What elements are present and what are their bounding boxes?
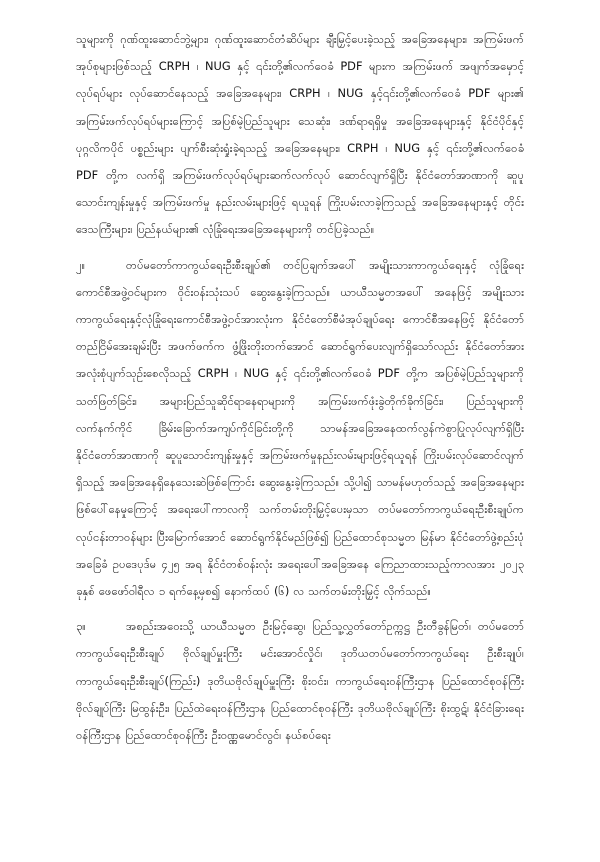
paragraph-text: သူများကို ဂုဏ်ထူးဆောင်ဘွဲ့များ၊ ဂုဏ်ထူးဆောင်တံဆိပ်များ ချီးမြှင့်ပေးခဲ့သည့် အခြေအနေများ၊ အကြမ်းဖက်အုပ်စုများဖြစ်သည့် CRPH ၊ NUG နှင့် ၎င်းတို့၏လက်ဝေခံ PDF များက အကြမ်းဖက် အဖျက်အမှောင့် လုပ်ရပ်များ လုပ်ဆောင်နေသည့် အခြေအနေများ၊ CRPH ၊ NUG နှင့်၎င်းတို့၏လက်ဝေခံ PDF များ၏ အကြမ်းဖက်လုပ်ရပ်များကြောင့် အပြစ်မဲ့ပြည်သူများ သေဆုံး၊ ဒဏ်ရာရရှိမှု အခြေအနေများနှင့် နိုင်ငံပိုင်နှင့် ပုဂ္ဂလိကပိုင် ပစ္စည်းများ ပျက်စီးဆုံးရှုံးခဲ့ရသည့် အခြေအနေများ၊ CRPH ၊ NUG နှင့် ၎င်းတို့၏လက်ဝေခံ PDF တို့က လက်ရှိ အကြမ်းဖက်လုပ်ရပ်များဆက်လက်လုပ် ဆောင်လျက်ရှိပြီး နိုင်ငံတော်အာဏာကို ဆူပူသောင်းကျန်းမှုနှင့် အကြမ်းဖက်မှု နည်းလမ်းများဖြင့် ရယူရန် ကြိုးပမ်းလာခဲ့ကြသည့် အခြေအနေများနှင့် တိုင်းဒေသကြီးများ၊ ပြည်နယ်များ၏ လုံခြုံရေးအခြေအနေများကို တင်ပြခဲ့သည်။ [76, 32, 524, 237]
paragraph-text: တပ်မတော်ကာကွယ်ရေးဦးစီးချုပ်၏ တင်ပြချက်အပေါ် အမျိုးသားကာကွယ်ရေးနှင့် လုံခြုံရေးကောင်စီအဖွဲ့ဝင်များက ဝိုင်းဝန်းသုံးသပ် ဆွေးနွေးခဲ့ကြသည်။ ယာယီသမ္မတအပေါ် အနေဖြင့် အမျိုးသားကာကွယ်ရေးနှင့်လုံခြုံရေးကောင်စီအဖွဲ့ဝင်အားလုံးက နိုင်ငံတော်စီမံအုပ်ချုပ်ရေး ကောင်စီအနေဖြင့် နိုင်ငံတော်တည်ငြိမ်အေးချမ်းပြီး အဖက်ဖက်က ဖွံ့ဖြိုးတိုးတက်အောင် ဆောင်ရွက်ပေးလျက်ရှိသော်လည်း နိုင်ငံတော်အား အလုံးစုံပျက်သုဉ်းစေလိုသည့် CRPH ၊ NUG နှင့် ၎င်းတို့၏လက်ဝေခံ PDF တို့က အပြစ်မဲ့ပြည်သူများကို သတ်ဖြတ်ခြင်း၊ အများပြည်သူဆိုင်ရာနေရာများကို အကြမ်းဖက်ဖုံးခွဲတိုက်ခိုက်ခြင်း၊ ပြည်သူများကို လက်နက်ကိုင် ခြိမ်းခြောက်အကျပ်ကိုင်ခြင်းတို့ကို သာမန်အခြေအနေထက်လွန်ကဲစွာပြုလုပ်လျက်ရှိပြီး နိုင်ငံတော်အာဏာကို ဆူပူသောင်းကျန်းမှုနှင့် အကြမ်းဖက်မှုနည်းလမ်းများဖြင့်ရယူရန် ကြိုးပမ်းလုပ်ဆောင်လျက်ရှိသည့် အခြေအနေရှိနေသေးဆဲဖြစ်ကြောင်း ဆွေးနွေးခဲ့ကြသည်။ သို့ပါ၍ သာမန်မဟုတ်သည့် အခြေအနေများဖြစ်ပေါ်နေမှုကြောင့် အရေးပေါ်ကာလကို သက်တမ်းတိုးမြှင့်ပေးမှသာ တပ်မတော်ကာကွယ်ရေးဦးစီးချုပ်က လုပ်ငန်းတာဝန်များ ပြီးမြောက်အောင် ဆောင်ရွက်နိုင်မည်ဖြစ်၍ ပြည်ထောင်စုသမ္မတ မြန်မာ နိုင်ငံတော်ဖွဲ့စည်းပုံအခြေခံ ဥပဒေပုဒ်မ ၄၂၅ အရ နိုင်ငံတစ်ဝန်းလုံး အရေးပေါ်အခြေအနေ ကြေညာထားသည့်ကာလအား ၂၀၂၃ ခုနှစ် ဖေဖော်ဝါရီလ ၁ ရက်နေ့မှစ၍ နောက်ထပ် (၆) လ သက်တမ်းတိုးမြှင့် လိုက်သည်။ [76, 257, 524, 599]
paragraph-number: ၃။ [76, 619, 86, 634]
paragraph-2 [76, 252, 524, 606]
paragraph-text: အစည်းအဝေးသို့ ယာယီသမ္မတ ဦးမြင့်ဆွေ၊ ပြည်သူ့လွှတ်တော်ဥက္ကဋ္ဌ ဦးတီခွန်မြတ်၊ တပ်မတော်ကာကွယ်ရေးဦးစီးချုပ် ဗိုလ်ချုပ်မှူးကြီး မင်းအောင်လှိုင်၊ ဒုတိယတပ်မတော်ကာကွယ်ရေး ဦးစီးချုပ်၊ ကာကွယ်ရေးဦးစီးချုပ်(ကြည်း) ဒုတိယဗိုလ်ချုပ်မှူးကြီး စိုးဝင်း၊ ကာကွယ်ရေးဝန်ကြီးဌာန ပြည်ထောင်စုဝန်ကြီး ဗိုလ်ချုပ်ကြီး မြထွန်းဦး၊ ပြည်ထဲရေးဝန်ကြီးဌာန ပြည်ထောင်စုဝန်ကြီး ဒုတိယဗိုလ်ချုပ်ကြီး စိုးထွဋ်၊ နိုင်ငံခြားရေးဝန်ကြီးဌာန ပြည်ထောင်စုဝန်ကြီး ဦးဝဏ္ဏမောင်လွင်၊ နယ်စပ်ရေး [76, 619, 524, 743]
paragraph-1 [76, 26, 524, 244]
paragraph-number: ၂။ [76, 257, 86, 272]
paragraph-3 [76, 613, 524, 749]
